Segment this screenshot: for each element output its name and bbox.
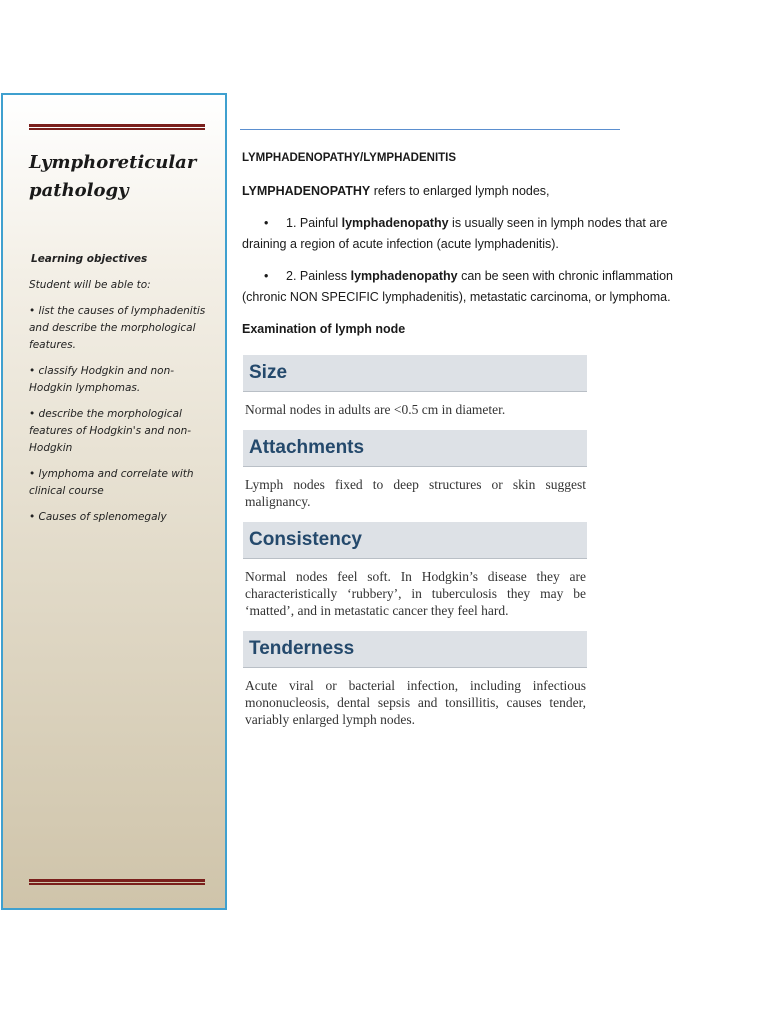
bullet-painless: • 2. Painless lymphadenopathy can be seen with chronic inflammation (chronic NON SPECIFIC lymphadenitis), metastatic carcinoma, or lymphoma. <box>242 266 682 308</box>
consistency-header: Consistency <box>243 522 587 559</box>
main-content <box>242 148 682 340</box>
bullet-symbol: • <box>264 269 269 283</box>
header-divider <box>240 129 620 130</box>
size-text: Normal nodes in adults are <0.5 cm in diameter. <box>245 402 506 417</box>
bullet-painful: • 1. Painful lymphadenopathy is usually seen in lymph nodes that are draining a region of acute infection (acute lymphadenitis). <box>242 213 682 255</box>
sidebar-panel <box>1 93 227 910</box>
objectives-intro: Student will be able to: <box>29 279 151 291</box>
decorative-rule-top <box>29 124 205 130</box>
sidebar-title: Lymphoreticular pathology <box>29 152 197 201</box>
objective-item: • classify Hodgkin and non-Hodgkin lymphomas. <box>29 365 175 394</box>
attachments-header: Attachments <box>243 430 587 467</box>
examination-table <box>243 355 587 740</box>
objectives-heading: Learning objectives <box>31 253 148 265</box>
section-heading: LYMPHADENOPATHY/LYMPHADENITIS <box>242 152 457 164</box>
objective-item: • lymphoma and correlate with clinical course <box>29 468 194 497</box>
decorative-rule-bottom <box>29 879 205 885</box>
intro-term: LYMPHADENOPATHY <box>242 184 371 198</box>
objective-item: • list the causes of lymphadenitis and describe the morphological features. <box>29 305 206 351</box>
intro-text: refers to enlarged lymph nodes, <box>370 184 550 198</box>
objective-item: • describe the morphological features of Hodgkin's and non-Hodgkin <box>29 408 192 454</box>
tenderness-text: Acute viral or bacterial infection, including infectious mononucleosis, dental sepsis and tonsillitis, causes tender, variably enlarged lymph nodes. <box>245 678 586 727</box>
tenderness-header: Tenderness <box>243 631 587 668</box>
examination-heading: Examination of lymph node <box>242 322 406 336</box>
learning-objectives <box>29 251 214 535</box>
attachments-text: Lymph nodes fixed to deep structures or skin suggest malignancy. <box>245 477 586 509</box>
objective-item: • Causes of splenomegaly <box>29 511 167 523</box>
bullet-symbol: • <box>264 216 269 230</box>
size-header: Size <box>243 355 587 392</box>
consistency-text: Normal nodes feel soft. In Hodgkin’s disease they are characteristically ‘rubbery’, in tuberculosis they may be ‘matted’, and in metastatic cancer they feel hard. <box>245 569 586 618</box>
intro-paragraph <box>242 181 682 202</box>
